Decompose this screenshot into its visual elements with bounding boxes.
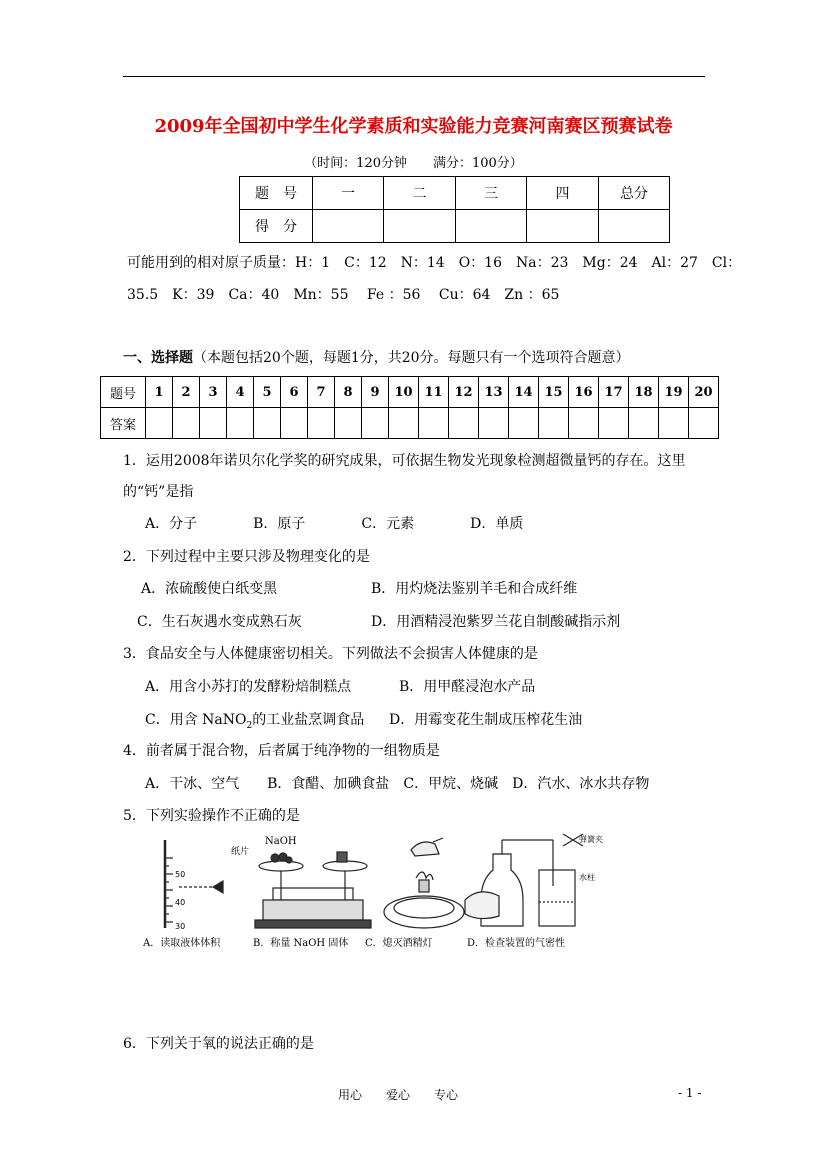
answer-number-cell: 14 (509, 377, 539, 408)
answer-number-cell: 1 (146, 377, 173, 408)
answer-cell (629, 408, 659, 439)
section-heading (123, 347, 630, 367)
question-3-option-b: B．用甲醛浸泡水产品 (399, 679, 536, 695)
score-cell (456, 210, 527, 243)
score-header-total: 总分 (599, 177, 670, 210)
answer-number-cell: 16 (569, 377, 599, 408)
clamp-label: 弹簧夹 (579, 835, 603, 844)
answer-cell (254, 408, 281, 439)
question-2-option-c: C．生石灰遇水变成熟石灰 (137, 614, 302, 630)
score-header-part3: 三 (456, 177, 527, 210)
answer-cell (227, 408, 254, 439)
answer-cell (389, 408, 419, 439)
score-table-score-row (240, 210, 670, 243)
answer-cell (569, 408, 599, 439)
cylinder-illustration (165, 840, 223, 928)
tick-50-label: 50 (175, 870, 186, 879)
question-2-option-d: D．用酒精浸泡紫罗兰花自制酸碱指示剂 (371, 614, 621, 630)
paper-label: 纸片 (231, 847, 250, 857)
score-header-part4: 四 (527, 177, 599, 210)
score-header-part1: 一 (313, 177, 384, 210)
page-number: - 1 - (678, 1086, 702, 1100)
figure-label-d: D．检查装置的气密性 (467, 938, 566, 949)
score-header-label: 题 号 (240, 177, 313, 210)
score-cell (313, 210, 384, 243)
balance-illustration (255, 852, 371, 928)
answer-table-number-row (101, 377, 719, 408)
score-cell (527, 210, 599, 243)
answer-number-cell: 11 (419, 377, 449, 408)
answer-cell (146, 408, 173, 439)
figure-label-c: C．熄灭酒精灯 (365, 938, 433, 949)
answer-number-cell: 19 (659, 377, 689, 408)
question-3-option-a: A．用含小苏打的发酵粉焙制糕点 (145, 679, 352, 695)
naoh-label: NaOH (265, 836, 297, 847)
header-rule (123, 76, 705, 77)
answer-cell (362, 408, 389, 439)
score-row-label: 得 分 (240, 210, 313, 243)
answer-cell (449, 408, 479, 439)
answer-cell (419, 408, 449, 439)
answer-number-cell: 13 (479, 377, 509, 408)
score-table-header-row (240, 177, 670, 210)
question-6: 6．下列关于氧的说法正确的是 (123, 1036, 314, 1052)
answer-table (100, 376, 719, 439)
answer-cell (689, 408, 719, 439)
answer-number-cell: 15 (539, 377, 569, 408)
answer-cell (599, 408, 629, 439)
answer-number-cell: 3 (200, 377, 227, 408)
question-5-figure (143, 830, 613, 960)
answer-number-cell: 10 (389, 377, 419, 408)
answer-number-cell: 18 (629, 377, 659, 408)
airtightness-apparatus-illustration (465, 834, 583, 926)
answer-row-label: 答案 (101, 408, 146, 439)
question-2-option-b: B．用灼烧法鉴别羊毛和合成纤维 (371, 581, 578, 597)
question-4-options: A．干冰、空气 B．食醋、加碘食盐 C．甲烷、烧碱 D．汽水、冰水共存物 (145, 776, 650, 792)
score-table (239, 176, 670, 243)
answer-cell (479, 408, 509, 439)
question-3-option-c (145, 709, 364, 731)
answer-number-cell: 20 (689, 377, 719, 408)
answer-number-cell: 2 (173, 377, 200, 408)
question-3: 3．食品安全与人体健康密切相关。下列做法不会损害人体健康的是 (123, 646, 538, 662)
figure-label-b: B．称量 NaOH 固体 (253, 938, 349, 949)
question-5: 5．下列实验操作不正确的是 (123, 808, 300, 824)
question-1-line-1: 1．运用2008年诺贝尔化学奖的研究成果，可依据生物发光现象检测超微量钙的存在。这里 (123, 453, 686, 469)
answer-number-cell: 6 (281, 377, 308, 408)
question-2-option-a: A．浓硫酸使白纸变黑 (141, 581, 278, 597)
question-1-options: A．分子 B．原子 C．元素 D．单质 (145, 516, 524, 532)
q3c-text-pre: C．用含 NaNO (145, 712, 247, 728)
score-cell (599, 210, 670, 243)
atomic-mass-line-1: 可能用到的相对原子质量：H：1 C：12 N：14 O：16 Na：23 Mg：24 Al：27 Cl： (127, 255, 742, 271)
exam-time-info: （时间：120分钟 满分：100分） (304, 156, 523, 171)
answer-number-cell: 17 (599, 377, 629, 408)
answer-number-cell: 5 (254, 377, 281, 408)
answer-cell (509, 408, 539, 439)
tick-40-label: 40 (175, 898, 186, 907)
score-cell (384, 210, 456, 243)
question-4: 4．前者属于混合物，后者属于纯净物的一组物质是 (123, 743, 440, 759)
answer-number-cell: 7 (308, 377, 335, 408)
answer-number-cell: 9 (362, 377, 389, 408)
answer-cell (659, 408, 689, 439)
question-1-line-2: 的“钙”是指 (123, 484, 194, 500)
answer-cell (308, 408, 335, 439)
figure-label-a: A．读取液体体积 (143, 938, 221, 949)
alcohol-lamp-illustration (384, 838, 464, 928)
answer-cell (335, 408, 362, 439)
answer-cell (200, 408, 227, 439)
question-2: 2．下列过程中主要只涉及物理变化的是 (123, 549, 370, 565)
q3c-subscript: 2 (246, 720, 253, 731)
page-title: 2009年全国初中学生化学素质和实验能力竞赛河南赛区预赛试卷 (154, 116, 673, 137)
atomic-mass-line-2: 35.5 K：39 Ca：40 Mn：55 Fe ：56 Cu：64 Zn ：65 (127, 287, 560, 303)
answer-cell (539, 408, 569, 439)
score-header-part2: 二 (384, 177, 456, 210)
section-title: 一、选择题 (123, 350, 193, 366)
q3c-text-post: 的工业盐烹调食品 (252, 712, 365, 728)
answer-cell (281, 408, 308, 439)
answer-table-answer-row (101, 408, 719, 439)
answer-row-label: 题号 (101, 377, 146, 408)
answer-number-cell: 4 (227, 377, 254, 408)
answer-number-cell: 12 (449, 377, 479, 408)
section-note: （本题包括20个题，每题1分，共20分。每题只有一个选项符合题意） (193, 350, 630, 366)
answer-cell (173, 408, 200, 439)
footer-motto: 用心 爱心 专心 (338, 1088, 459, 1102)
question-3-option-d: D．用霉变花生制成压榨花生油 (389, 712, 583, 728)
answer-number-cell: 8 (335, 377, 362, 408)
water-column-label: 水柱 (579, 873, 595, 882)
tick-30-label: 30 (175, 922, 186, 931)
